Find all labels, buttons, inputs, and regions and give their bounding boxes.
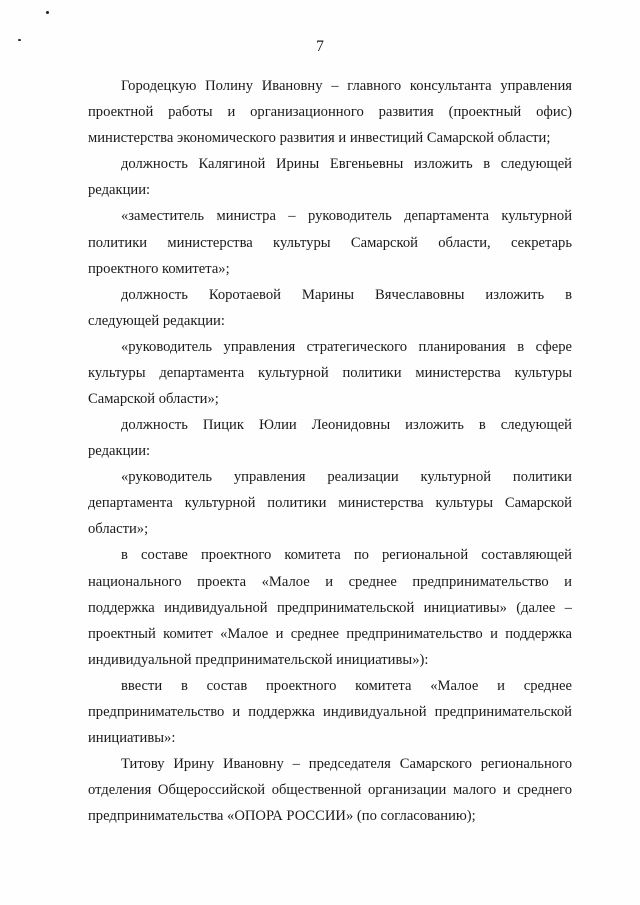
text-line: следующей редакции: — [88, 313, 225, 329]
text-line: должность Калягиной Ирины Евгеньевны изложить в следующей — [121, 156, 572, 172]
text-line: должность Коротаевой Марины Вячеславовны изложить в — [121, 287, 572, 303]
scan-speck — [46, 11, 49, 14]
text-line: инициативы»: — [88, 730, 176, 746]
text-line: «заместитель министра – руководитель департамента культурной — [121, 208, 572, 224]
text-line: культуры департамента культурной политики министерства культуры — [88, 365, 572, 381]
page-number: 7 — [316, 38, 324, 55]
text-line: проектный комитет «Малое и среднее предпринимательство и поддержка — [88, 626, 572, 642]
text-line: индивидуальной предпринимательской инициативы»): — [88, 652, 429, 668]
text-line: редакции: — [88, 182, 151, 198]
text-line: ввести в состав проектного комитета «Малое и среднее — [121, 678, 572, 694]
text-line: в составе проектного комитета по региональной составляющей — [121, 547, 572, 563]
text-line: проектной работы и организационного развития (проектный офис) — [88, 104, 572, 120]
text-line: проектного комитета»; — [88, 261, 230, 277]
text-line: «руководитель управления стратегического планирования в сфере — [121, 339, 572, 355]
text-line: предпринимательства «ОПОРА РОССИИ» (по согласованию); — [88, 808, 476, 824]
text-line: Самарской области»; — [88, 391, 219, 407]
text-line: редакции: — [88, 443, 151, 459]
text-line: отделения Общероссийской общественной организации малого и среднего — [88, 782, 572, 798]
text-line: Титову Ирину Ивановну – председателя Самарского регионального — [121, 756, 572, 772]
text-line: министерства экономического развития и инвестиций Самарской области; — [88, 130, 551, 146]
text-line: поддержка индивидуальной предпринимательской инициативы» (далее – — [88, 600, 572, 616]
text-line: департамента культурной политики министерства культуры Самарской — [88, 495, 572, 511]
text-line: национального проекта «Малое и среднее предпринимательство и — [88, 574, 572, 590]
text-line: Городецкую Полину Ивановну – главного консультанта управления — [121, 78, 572, 94]
text-line: «руководитель управления реализации культурной политики — [121, 469, 572, 485]
text-line: области»; — [88, 521, 149, 537]
text-line: политики министерства культуры Самарской области, секретарь — [88, 235, 572, 251]
text-line: предпринимательство и поддержка индивидуальной предпринимательской — [88, 704, 572, 720]
text-line: должность Пицик Юлии Леонидовны изложить в следующей — [121, 417, 572, 433]
